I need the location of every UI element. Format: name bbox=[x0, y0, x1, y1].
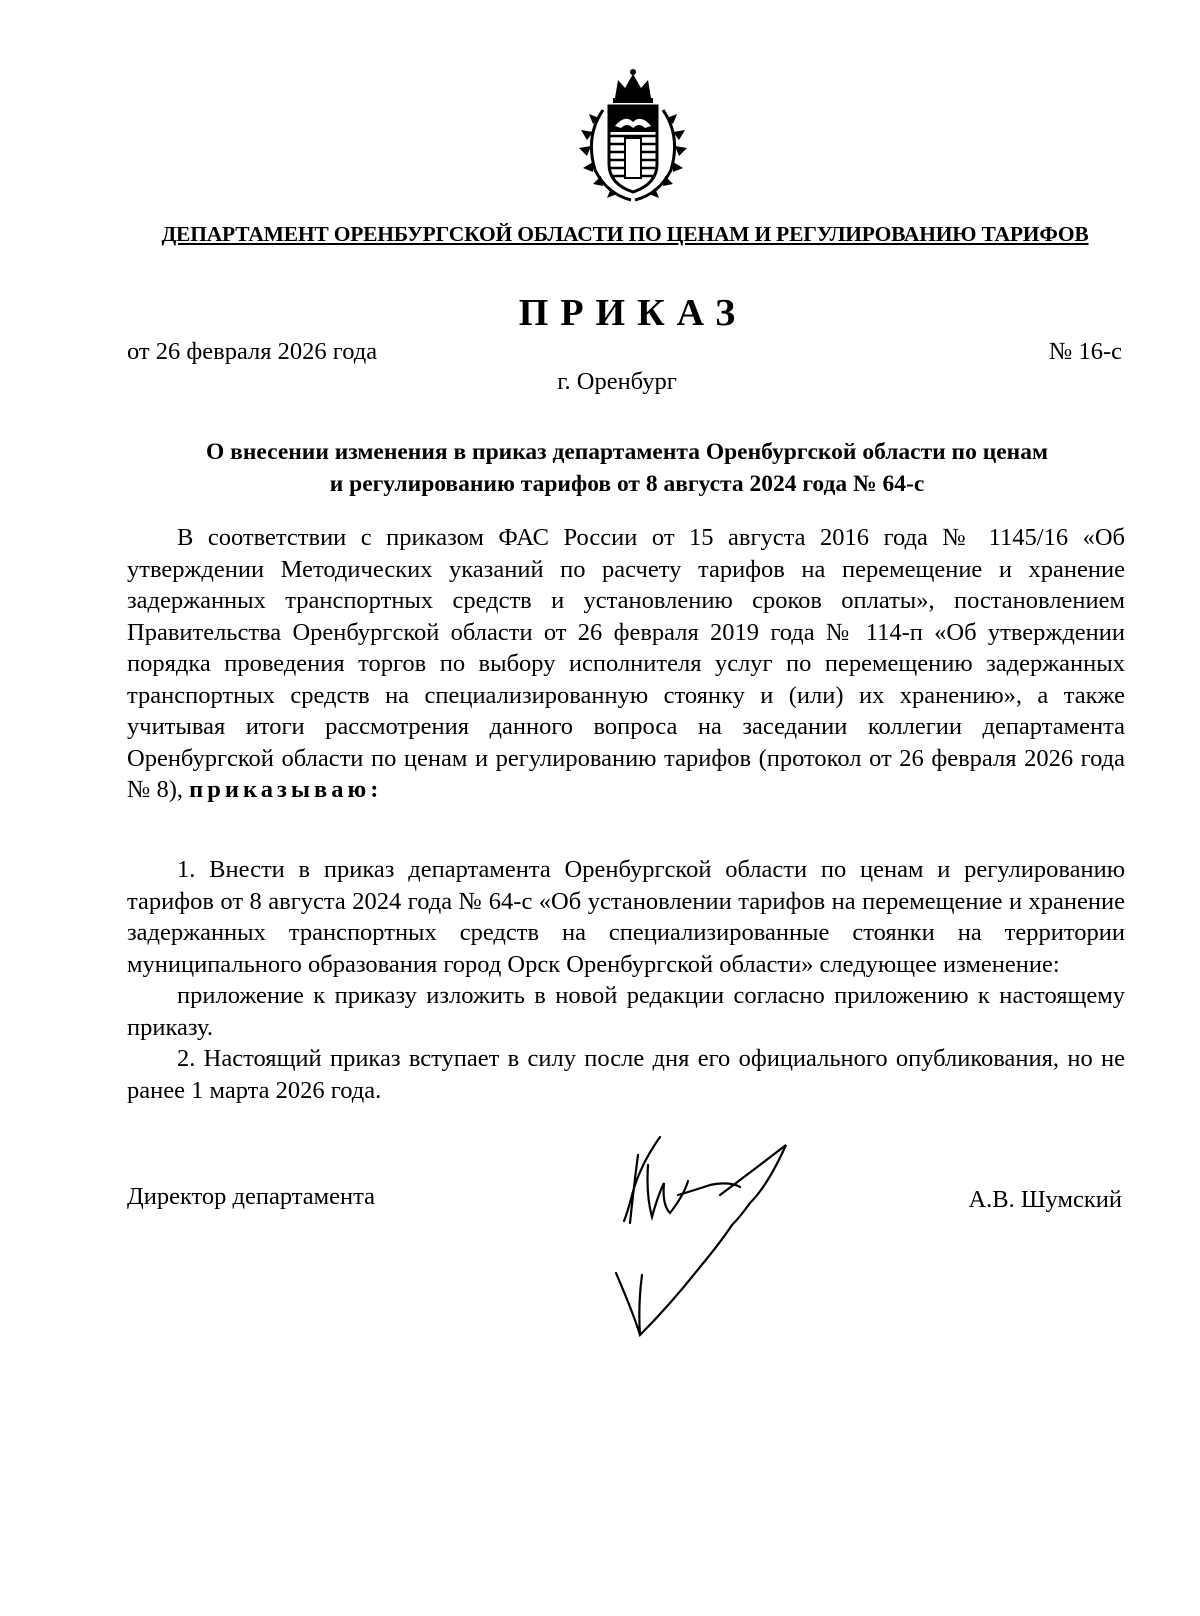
order-word: приказываю: bbox=[189, 776, 383, 803]
preamble-paragraph bbox=[127, 522, 1125, 806]
document-title: ПРИКАЗ bbox=[518, 292, 748, 334]
order-subject bbox=[130, 436, 1124, 500]
item-1: 1. Внести в приказ департамента Оренбургской области по ценам и регулированию тарифов от 8 августа 2024 года № 64-с «Об установлении тарифов на перемещение и хранение задержанных транспортных средств на специализированные стоянки на территории муниципального образования город Орск Оренбургской области» следующее изменение: bbox=[127, 856, 1125, 978]
signatory-name: А.В. Шумский bbox=[968, 1186, 1122, 1213]
department-header: ДЕПАРТАМЕНТ ОРЕНБУРГСКОЙ ОБЛАСТИ ПО ЦЕНАМ И РЕГУЛИРОВАНИЮ ТАРИФОВ bbox=[161, 222, 1089, 246]
order-items bbox=[127, 854, 1125, 1106]
preamble-text: В соответствии с приказом ФАС России от 15 августа 2016 года № 1145/16 «Об утверждении Методических указаний по расчету тарифов на перемещение и хранение задержанных транспортных средств и установлению сроков оплаты», постановлением Правительства Оренбургской области от 26 февраля 2019 года № 114-п «Об утверждении порядка проведения торгов по выбору исполнителя услуг по перемещению задержанных транспортных средств на специализированную стоянку и (или) их хранению», а также учитывая итоги рассмотрения данного вопроса на заседании коллегии департамента Оренбургской области по ценам и регулированию тарифов (протокол от 26 февраля 2026 года № 8), bbox=[127, 524, 1125, 803]
order-date: от 26 февраля 2026 года bbox=[127, 338, 378, 365]
subject-line-1: О внесении изменения в приказ департамента Оренбургской области по ценам bbox=[206, 439, 1048, 465]
item-2: 2. Настоящий приказ вступает в силу после дня его официального опубликования, но не ранее 1 марта 2026 года. bbox=[127, 1045, 1125, 1104]
item-1-amendment: приложение к приказу изложить в новой редакции согласно приложению к настоящему приказу. bbox=[127, 982, 1125, 1041]
handwritten-signature bbox=[600, 1125, 810, 1345]
order-city: г. Оренбург bbox=[557, 368, 677, 395]
signatory-position: Директор департамента bbox=[127, 1183, 376, 1210]
order-number: № 16-с bbox=[1048, 338, 1122, 365]
coat-of-arms-emblem bbox=[573, 66, 693, 206]
subject-line-2: и регулированию тарифов от 8 августа 2024 года № 64-с bbox=[329, 471, 925, 497]
